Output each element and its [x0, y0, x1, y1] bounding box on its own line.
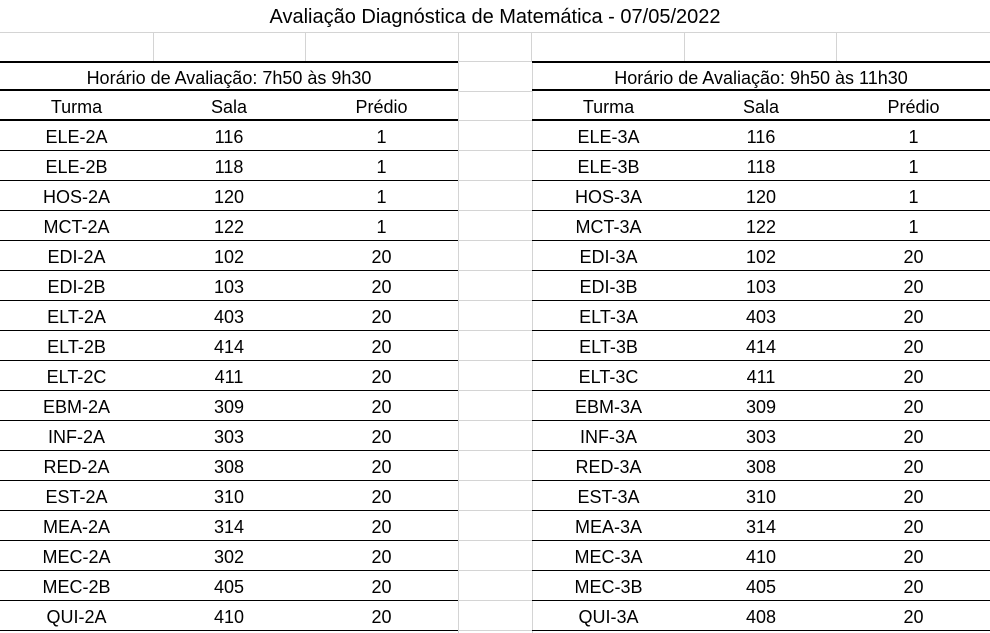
predio-cell[interactable]: 20	[903, 547, 924, 567]
turma-cell[interactable]: MCT-3A	[575, 217, 642, 237]
predio-cell[interactable]: 20	[903, 517, 924, 537]
predio-cell[interactable]: 20	[371, 517, 392, 537]
gridline	[458, 61, 532, 62]
turma-cell[interactable]: ELT-3A	[579, 307, 638, 327]
turma-cell[interactable]: ELE-2A	[45, 127, 108, 147]
sala-cell[interactable]: 403	[213, 307, 245, 327]
sala-cell[interactable]: 309	[213, 397, 245, 417]
gridline	[458, 450, 532, 451]
turma-cell[interactable]: MEC-3B	[574, 577, 643, 597]
predio-cell[interactable]: 1	[908, 127, 919, 147]
sala-cell[interactable]: 310	[745, 487, 777, 507]
gridline	[153, 32, 154, 62]
sala-cell[interactable]: 403	[745, 307, 777, 327]
turma-cell[interactable]: MEA-3A	[574, 517, 643, 537]
table-row	[532, 511, 990, 541]
sala-cell[interactable]: 103	[745, 277, 777, 297]
table-row	[532, 121, 990, 151]
predio-cell[interactable]: 20	[371, 367, 392, 387]
table-row	[0, 361, 458, 391]
column-header-predio[interactable]: Prédio	[887, 97, 940, 117]
predio-cell[interactable]: 1	[376, 217, 387, 237]
gridline	[531, 32, 532, 62]
sala-cell[interactable]: 410	[213, 607, 245, 627]
table-row	[0, 451, 458, 481]
sala-cell[interactable]: 308	[213, 457, 245, 477]
gridline	[458, 91, 532, 92]
table-row	[532, 481, 990, 511]
turma-cell[interactable]: HOS-2A	[42, 187, 111, 207]
sala-cell[interactable]: 303	[745, 427, 777, 447]
sala-cell[interactable]: 102	[745, 247, 777, 267]
gridline	[458, 120, 532, 121]
table-row	[532, 151, 990, 181]
gridline	[458, 270, 532, 271]
predio-cell[interactable]: 20	[903, 337, 924, 357]
sala-cell[interactable]: 410	[745, 547, 777, 567]
schedule-table-late-morning	[532, 61, 990, 631]
gridline	[458, 150, 532, 151]
predio-cell[interactable]: 20	[371, 247, 392, 267]
turma-cell[interactable]: HOS-3A	[574, 187, 643, 207]
sala-cell[interactable]: 411	[746, 367, 776, 387]
turma-cell[interactable]: ELT-2B	[47, 337, 106, 357]
table-row	[0, 601, 458, 631]
gridline	[458, 420, 532, 421]
predio-cell[interactable]: 20	[903, 307, 924, 327]
table-row	[532, 391, 990, 421]
turma-cell[interactable]: EBM-3A	[574, 397, 643, 417]
gridline	[458, 210, 532, 211]
sala-cell[interactable]: 118	[214, 157, 244, 177]
column-header-row	[0, 91, 458, 121]
gridline	[458, 32, 459, 62]
sala-cell[interactable]: 120	[213, 187, 245, 207]
table-body	[532, 121, 990, 631]
predio-cell[interactable]: 20	[371, 577, 392, 597]
gridline	[836, 32, 837, 62]
table-body	[0, 121, 458, 631]
sala-cell[interactable]: 116	[214, 127, 244, 147]
sala-cell[interactable]: 118	[746, 157, 776, 177]
gridline	[458, 540, 532, 541]
predio-cell[interactable]: 20	[903, 607, 924, 627]
turma-cell[interactable]: EBM-2A	[42, 397, 111, 417]
predio-cell[interactable]: 20	[903, 277, 924, 297]
predio-cell[interactable]: 20	[371, 457, 392, 477]
turma-cell[interactable]: RED-2A	[43, 457, 110, 477]
turma-cell[interactable]: MCT-2A	[43, 217, 110, 237]
column-header-row	[532, 91, 990, 121]
sala-cell[interactable]: 308	[745, 457, 777, 477]
gridline	[458, 630, 532, 631]
table-row	[0, 271, 458, 301]
predio-cell[interactable]: 1	[908, 157, 919, 177]
predio-cell[interactable]: 1	[908, 217, 919, 237]
column-header-turma[interactable]: Turma	[582, 97, 635, 117]
table-row	[532, 421, 990, 451]
column-header-sala[interactable]: Sala	[742, 97, 780, 117]
sala-cell[interactable]: 309	[745, 397, 777, 417]
table-row	[532, 601, 990, 631]
schedule-header[interactable]: Horário de Avaliação: 7h50 às 9h30	[0, 61, 458, 91]
table-row	[532, 361, 990, 391]
table-row	[532, 331, 990, 361]
sala-cell[interactable]: 405	[745, 577, 777, 597]
predio-cell[interactable]: 20	[371, 307, 392, 327]
table-row	[0, 571, 458, 601]
predio-cell[interactable]: 20	[903, 487, 924, 507]
turma-cell[interactable]: ELE-2B	[45, 157, 108, 177]
predio-cell[interactable]: 20	[371, 487, 392, 507]
gridline	[458, 330, 532, 331]
turma-cell[interactable]: MEC-2A	[42, 547, 111, 567]
gridline	[458, 390, 532, 391]
turma-cell[interactable]: RED-3A	[575, 457, 642, 477]
sala-cell[interactable]: 122	[213, 217, 245, 237]
table-row	[532, 181, 990, 211]
gridline	[458, 180, 532, 181]
predio-cell[interactable]: 1	[908, 187, 919, 207]
gridline	[458, 240, 532, 241]
table-row	[0, 211, 458, 241]
schedule-table-morning	[0, 61, 458, 631]
sala-cell[interactable]: 405	[213, 577, 245, 597]
table-row	[0, 391, 458, 421]
gridline	[458, 510, 532, 511]
table-row	[532, 541, 990, 571]
table-row	[0, 241, 458, 271]
turma-cell[interactable]: MEC-3A	[574, 547, 643, 567]
predio-cell[interactable]: 1	[376, 127, 387, 147]
sala-cell[interactable]: 303	[213, 427, 245, 447]
column-header-sala[interactable]: Sala	[210, 97, 248, 117]
predio-cell[interactable]: 20	[903, 397, 924, 417]
sala-cell[interactable]: 414	[745, 337, 777, 357]
table-row	[532, 571, 990, 601]
turma-cell[interactable]: ELT-3C	[578, 367, 639, 387]
predio-cell[interactable]: 20	[903, 367, 924, 387]
sala-cell[interactable]: 102	[213, 247, 245, 267]
table-row	[0, 151, 458, 181]
predio-cell[interactable]: 20	[903, 427, 924, 447]
predio-cell[interactable]: 20	[371, 277, 392, 297]
table-row	[0, 511, 458, 541]
sala-cell[interactable]: 122	[745, 217, 777, 237]
spacer-column[interactable]	[458, 62, 533, 633]
schedule-header[interactable]: Horário de Avaliação: 9h50 às 11h30	[532, 61, 990, 91]
gridline	[684, 32, 685, 62]
predio-cell[interactable]: 20	[903, 457, 924, 477]
table-row	[0, 301, 458, 331]
sala-cell[interactable]: 314	[745, 517, 777, 537]
sala-cell[interactable]: 116	[746, 127, 776, 147]
table-row	[532, 301, 990, 331]
table-row	[532, 271, 990, 301]
table-row	[0, 331, 458, 361]
sheet-title[interactable]: Avaliação Diagnóstica de Matemática - 07/05/2022	[269, 6, 721, 28]
sala-cell[interactable]: 120	[745, 187, 777, 207]
table-row	[0, 121, 458, 151]
table-row	[532, 211, 990, 241]
turma-cell[interactable]: QUI-2A	[46, 607, 107, 627]
predio-cell[interactable]: 20	[371, 397, 392, 417]
turma-cell[interactable]: ELT-2A	[47, 307, 106, 327]
column-header-predio[interactable]: Prédio	[355, 97, 408, 117]
turma-cell[interactable]: ELE-3B	[577, 157, 640, 177]
turma-cell[interactable]: ELT-2C	[46, 367, 107, 387]
gridline	[458, 480, 532, 481]
turma-cell[interactable]: EST-3A	[577, 487, 640, 507]
turma-cell[interactable]: EDI-3B	[579, 277, 638, 297]
gridline	[458, 360, 532, 361]
table-row	[0, 181, 458, 211]
sala-cell[interactable]: 414	[213, 337, 245, 357]
turma-cell[interactable]: MEA-2A	[42, 517, 111, 537]
gridline	[458, 570, 532, 571]
turma-cell[interactable]: MEC-2B	[42, 577, 111, 597]
sala-cell[interactable]: 408	[745, 607, 777, 627]
turma-cell[interactable]: EDI-2A	[47, 247, 106, 267]
table-row	[532, 451, 990, 481]
turma-cell[interactable]: QUI-3A	[578, 607, 639, 627]
sala-cell[interactable]: 310	[213, 487, 245, 507]
table-row	[0, 541, 458, 571]
predio-cell[interactable]: 20	[903, 577, 924, 597]
predio-cell[interactable]: 20	[371, 427, 392, 447]
gridline	[305, 32, 306, 62]
turma-cell[interactable]: EST-2A	[45, 487, 108, 507]
blank-row[interactable]	[0, 32, 990, 63]
table-row	[0, 421, 458, 451]
turma-cell[interactable]: INF-2A	[47, 427, 105, 447]
turma-cell[interactable]: ELE-3A	[577, 127, 640, 147]
predio-cell[interactable]: 1	[376, 157, 387, 177]
table-row	[0, 481, 458, 511]
predio-cell[interactable]: 1	[376, 187, 387, 207]
sala-cell[interactable]: 411	[214, 367, 244, 387]
turma-cell[interactable]: EDI-2B	[47, 277, 106, 297]
column-header-turma[interactable]: Turma	[50, 97, 103, 117]
predio-cell[interactable]: 20	[371, 337, 392, 357]
sala-cell[interactable]: 103	[213, 277, 245, 297]
gridline	[458, 600, 532, 601]
predio-cell[interactable]: 20	[371, 547, 392, 567]
predio-cell[interactable]: 20	[371, 607, 392, 627]
sala-cell[interactable]: 314	[213, 517, 245, 537]
turma-cell[interactable]: ELT-3B	[579, 337, 638, 357]
turma-cell[interactable]: INF-3A	[579, 427, 637, 447]
gridline	[458, 300, 532, 301]
turma-cell[interactable]: EDI-3A	[579, 247, 638, 267]
table-row	[532, 241, 990, 271]
predio-cell[interactable]: 20	[903, 247, 924, 267]
sala-cell[interactable]: 302	[213, 547, 245, 567]
